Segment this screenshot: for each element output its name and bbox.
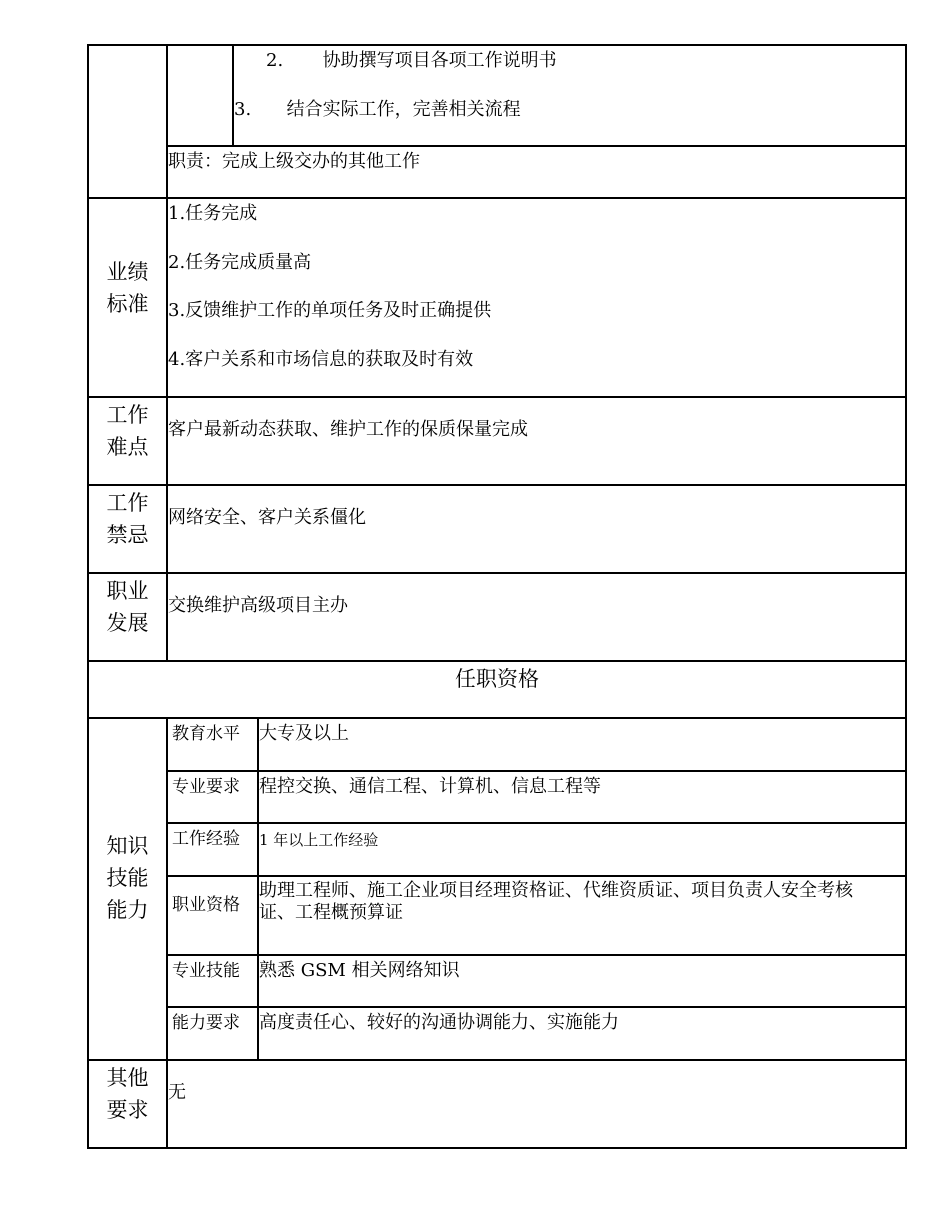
major-key: 专业要求 [172,777,240,797]
certification-value: 助理工程师、施工企业项目经理资格证、代维资质证、项目负责人安全考核 证、工程概预算证 [259,880,853,923]
other-label: 其他 要求 [106,1066,149,1122]
list-item [234,99,521,121]
item-text: 协助撰写项目各项工作说明书 [322,50,557,71]
taboo-text: 网络安全、客户关系僵化 [168,507,366,528]
performance-item: 1.任务完成 [168,203,258,224]
major-value: 程控交换、通信工程、计算机、信息工程等 [259,776,601,797]
item-text: 结合实际工作，完善相关流程 [286,99,521,120]
skill-key: 专业技能 [172,961,240,981]
other-text: 无 [168,1082,186,1103]
education-value: 大专及以上 [259,723,349,744]
item-number: 3. [234,99,252,120]
certification-key: 职业资格 [172,895,240,915]
difficulty-text: 客户最新动态获取、维护工作的保质保量完成 [168,419,528,440]
list-item [266,50,557,72]
difficulty-label: 工作 难点 [106,403,149,459]
duty-text: 职责：完成上级交办的其他工作 [168,151,420,172]
performance-item: 4.客户关系和市场信息的获取及时有效 [168,349,474,370]
career-label: 职业 发展 [106,579,149,635]
taboo-label: 工作 禁忌 [106,491,149,547]
career-text: 交换维护高级项目主办 [168,595,348,616]
experience-value: 1 年以上工作经验 [259,831,379,849]
education-key: 教育水平 [172,724,240,744]
experience-key: 工作经验 [172,829,240,849]
skill-value: 熟悉 GSM 相关网络知识 [259,960,460,981]
performance-label: 业绩 标准 [106,260,149,316]
performance-item: 2.任务完成质量高 [168,252,312,273]
performance-item: 3.反馈维护工作的单项任务及时正确提供 [168,300,492,321]
ability-value: 高度责任心、较好的沟通协调能力、实施能力 [259,1012,619,1033]
qualification-title: 任职资格 [455,667,539,691]
knowledge-label: 知识 技能 能力 [106,834,149,922]
item-number: 2. [266,50,284,71]
ability-key: 能力要求 [172,1013,240,1033]
